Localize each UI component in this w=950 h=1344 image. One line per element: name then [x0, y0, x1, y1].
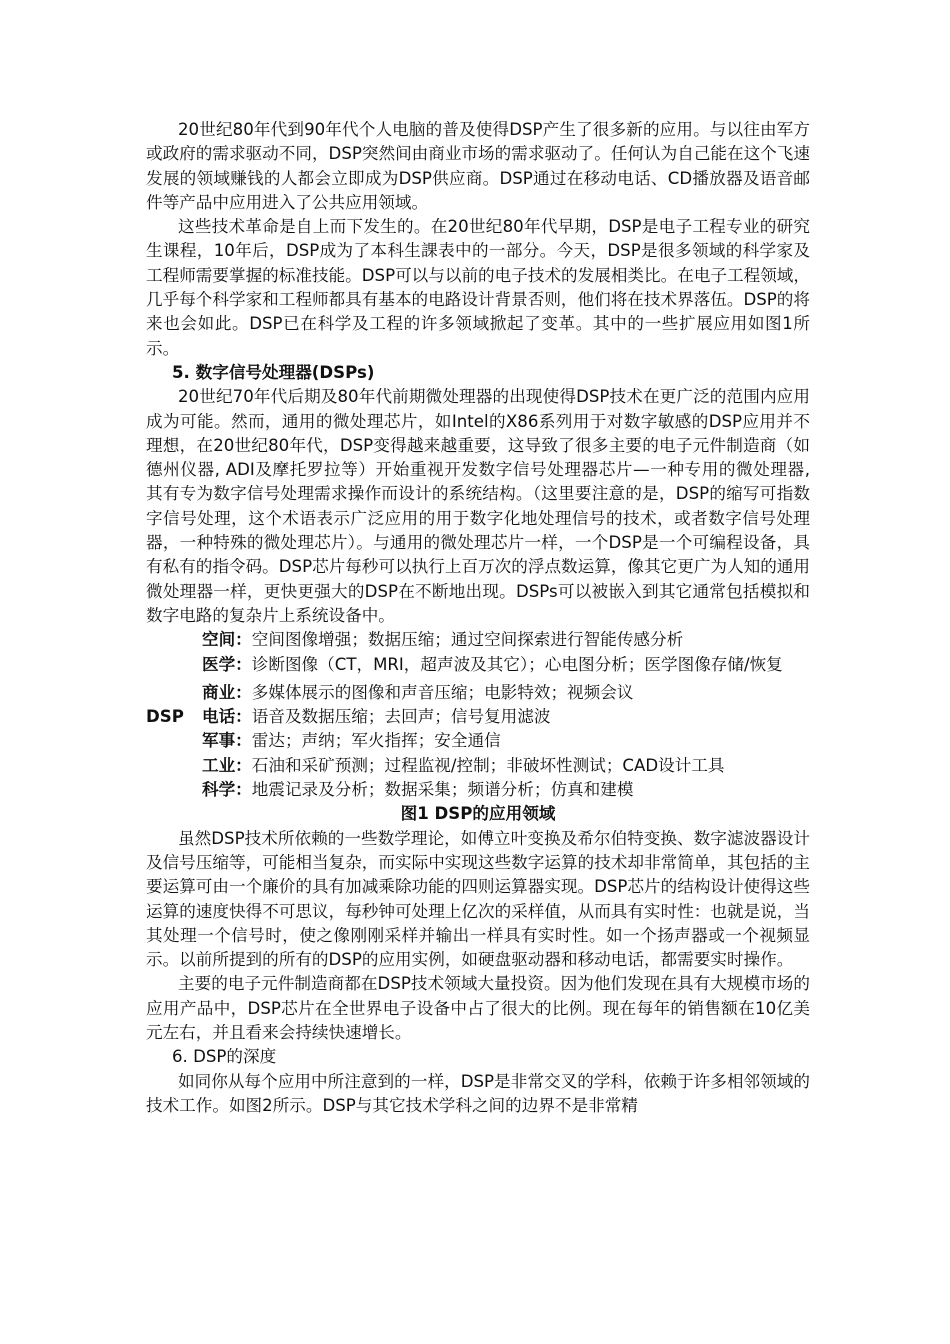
figure-row-category: 医学：	[202, 654, 252, 674]
paragraph-dsp-revolution: 这些技术革命是自上而下发生的。在20世纪80年代早期，DSP是电子工程专业的研究生课程，10年后，DSP成为了本科生課表中的一部分。今天，DSP是很多领域的科学家及工程师需要掌握的标准技能。DSP可以与以前的电子技术的发展相类比。在电子工程领域，几乎每个科学家和工程师都具有基本的电路设计背景否则，他们将在技术界落伍。DSP的将来也会如此。DSP已在科学及工程的许多领域掀起了变革。其中的一些扩展应用如图1所示。	[146, 217, 810, 358]
paragraph-dsp-math: 虽然DSP技术所依赖的一些数学理论，如傅立叶变换及希尔伯特变换、数字滤波器设计及信号压缩等，可能相当复杂，而实际中实现这些数字运算的技术却非常简单，其包括的主要运算可由一个廉价的具有加减乘除功能的四则运算器实现。DSP芯片的结构设计使得这些运算的速度快得不可思议，每秒钟可处理上亿次的采样值，从而具有实时性：也就是说，当其处理一个信号时，使之像刚刚采样并输出一样具有实时性。如一个扬声器或一个视频显示。以前所提到的所有的DSP的应用实例，如硬盘驱动器和移动电话，都需要实时操作。	[146, 828, 810, 970]
figure-dsp-applications	[146, 628, 810, 826]
figure-caption: 图1 DSP的应用领域	[400, 804, 556, 824]
figure-row-military	[146, 729, 810, 753]
figure-row-text: 地震记录及分析；数据采集；频谱分析；仿真和建模	[251, 780, 634, 800]
figure-row-science	[146, 778, 810, 802]
section-heading-6: 6. DSP的深度	[172, 1047, 277, 1067]
figure-row-industry	[146, 754, 810, 778]
figure-row-space	[146, 628, 810, 652]
figure-row-category: 科学：	[202, 780, 252, 800]
section-heading-5: 5. 数字信号处理器(DSPs)	[172, 362, 375, 382]
figure-row-text: 多媒体展示的图像和声音压缩；电影特效；视频会议	[251, 682, 634, 702]
paragraph-dsp-history: 20世纪80年代到90年代个人电脑的普及使得DSP产生了很多新的应用。与以往由军方或政府的需求驱动不同，DSP突然间由商业市场的需求驱动了。任何认为自己能在这个飞速发展的领域赚钱的人都会立即成为DSP供应商。DSP通过在移动电话、CD播放器及语音邮件等产品中应用进入了公共应用领域。	[146, 120, 810, 212]
document-page	[146, 118, 810, 1118]
figure-row-text: 石油和采矿预测；过程监视/控制；非破坏性测试；CAD设计工具	[251, 755, 725, 775]
figure-row-category: 空间：	[202, 630, 252, 650]
figure-row-telephone	[146, 705, 810, 729]
figure-row-text: 雷达；声纳；军火指挥；安全通信	[251, 731, 501, 751]
figure-row-commercial	[146, 681, 810, 705]
figure-row-medical	[146, 653, 810, 677]
figure-row-text: 诊断图像（CT，MRI，超声波及其它）；心电图分析；医学图像存储/恢复	[251, 654, 783, 674]
paragraph-dsp-depth: 如同你从每个应用中所注意到的一样，DSP是非常交叉的学科，依赖于许多相邻领域的技术工作。如图2所示。DSP与其它技术学科之间的边界不是非常精	[146, 1071, 810, 1115]
paragraph-dsp-processors: 20世纪70年代后期及80年代前期微处理器的出现使得DSP技术在更广泛的范围内应用成为可能。然而，通用的微处理芯片，如Intel的X86系列用于对数字敏感的DSP应用并不理想，在20世纪80年代，DSP变得越来越重要，这导致了很多主要的电子元件制造商（如德州仪器, ADI及摩托罗拉等）开始重视开发数字信号处理器芯片—一种专用的微处理器, 其有专为数字信号处理需求操作而设计的系统结构。（这里要注意的是，DSP的缩写可指数字信号处理，这个术语表示广泛应用的用于数字化地处理信号的技术，或者数字信号处理器，一种特殊的微处理芯片）。与通用的微处理芯片一样，一个DSP是一个可编程设备，具有私有的指令码。DSP芯片每秒可以执行上百万次的浮点数运算，像其它更广为人知的通用微处理器一样，更快更强大的DSP在不断地出现。DSPs可以被嵌入到其它通常包括模拟和数字电路的复杂片上系统设备中。	[146, 387, 810, 625]
figure-row-category: 工业：	[202, 755, 252, 775]
figure-row-category: 军事：	[202, 731, 252, 751]
figure-row-category: 电话：	[202, 707, 252, 727]
figure-row-text: 语音及数据压缩；去回声；信号复用滤波	[251, 707, 551, 727]
figure-center-label: DSP	[146, 707, 184, 727]
figure-row-text: 空间图像增强；数据压缩；通过空间探索进行智能传感分析	[251, 630, 684, 650]
figure-row-category: 商业：	[202, 682, 252, 702]
paragraph-dsp-investment: 主要的电子元件制造商都在DSP技术领域大量投资。因为他们发现在具有大规模市场的应用产品中，DSP芯片在全世界电子设备中占了很大的比例。现在每年的销售额在10亿美元左右，并且看来会持续快速增长。	[146, 974, 810, 1042]
